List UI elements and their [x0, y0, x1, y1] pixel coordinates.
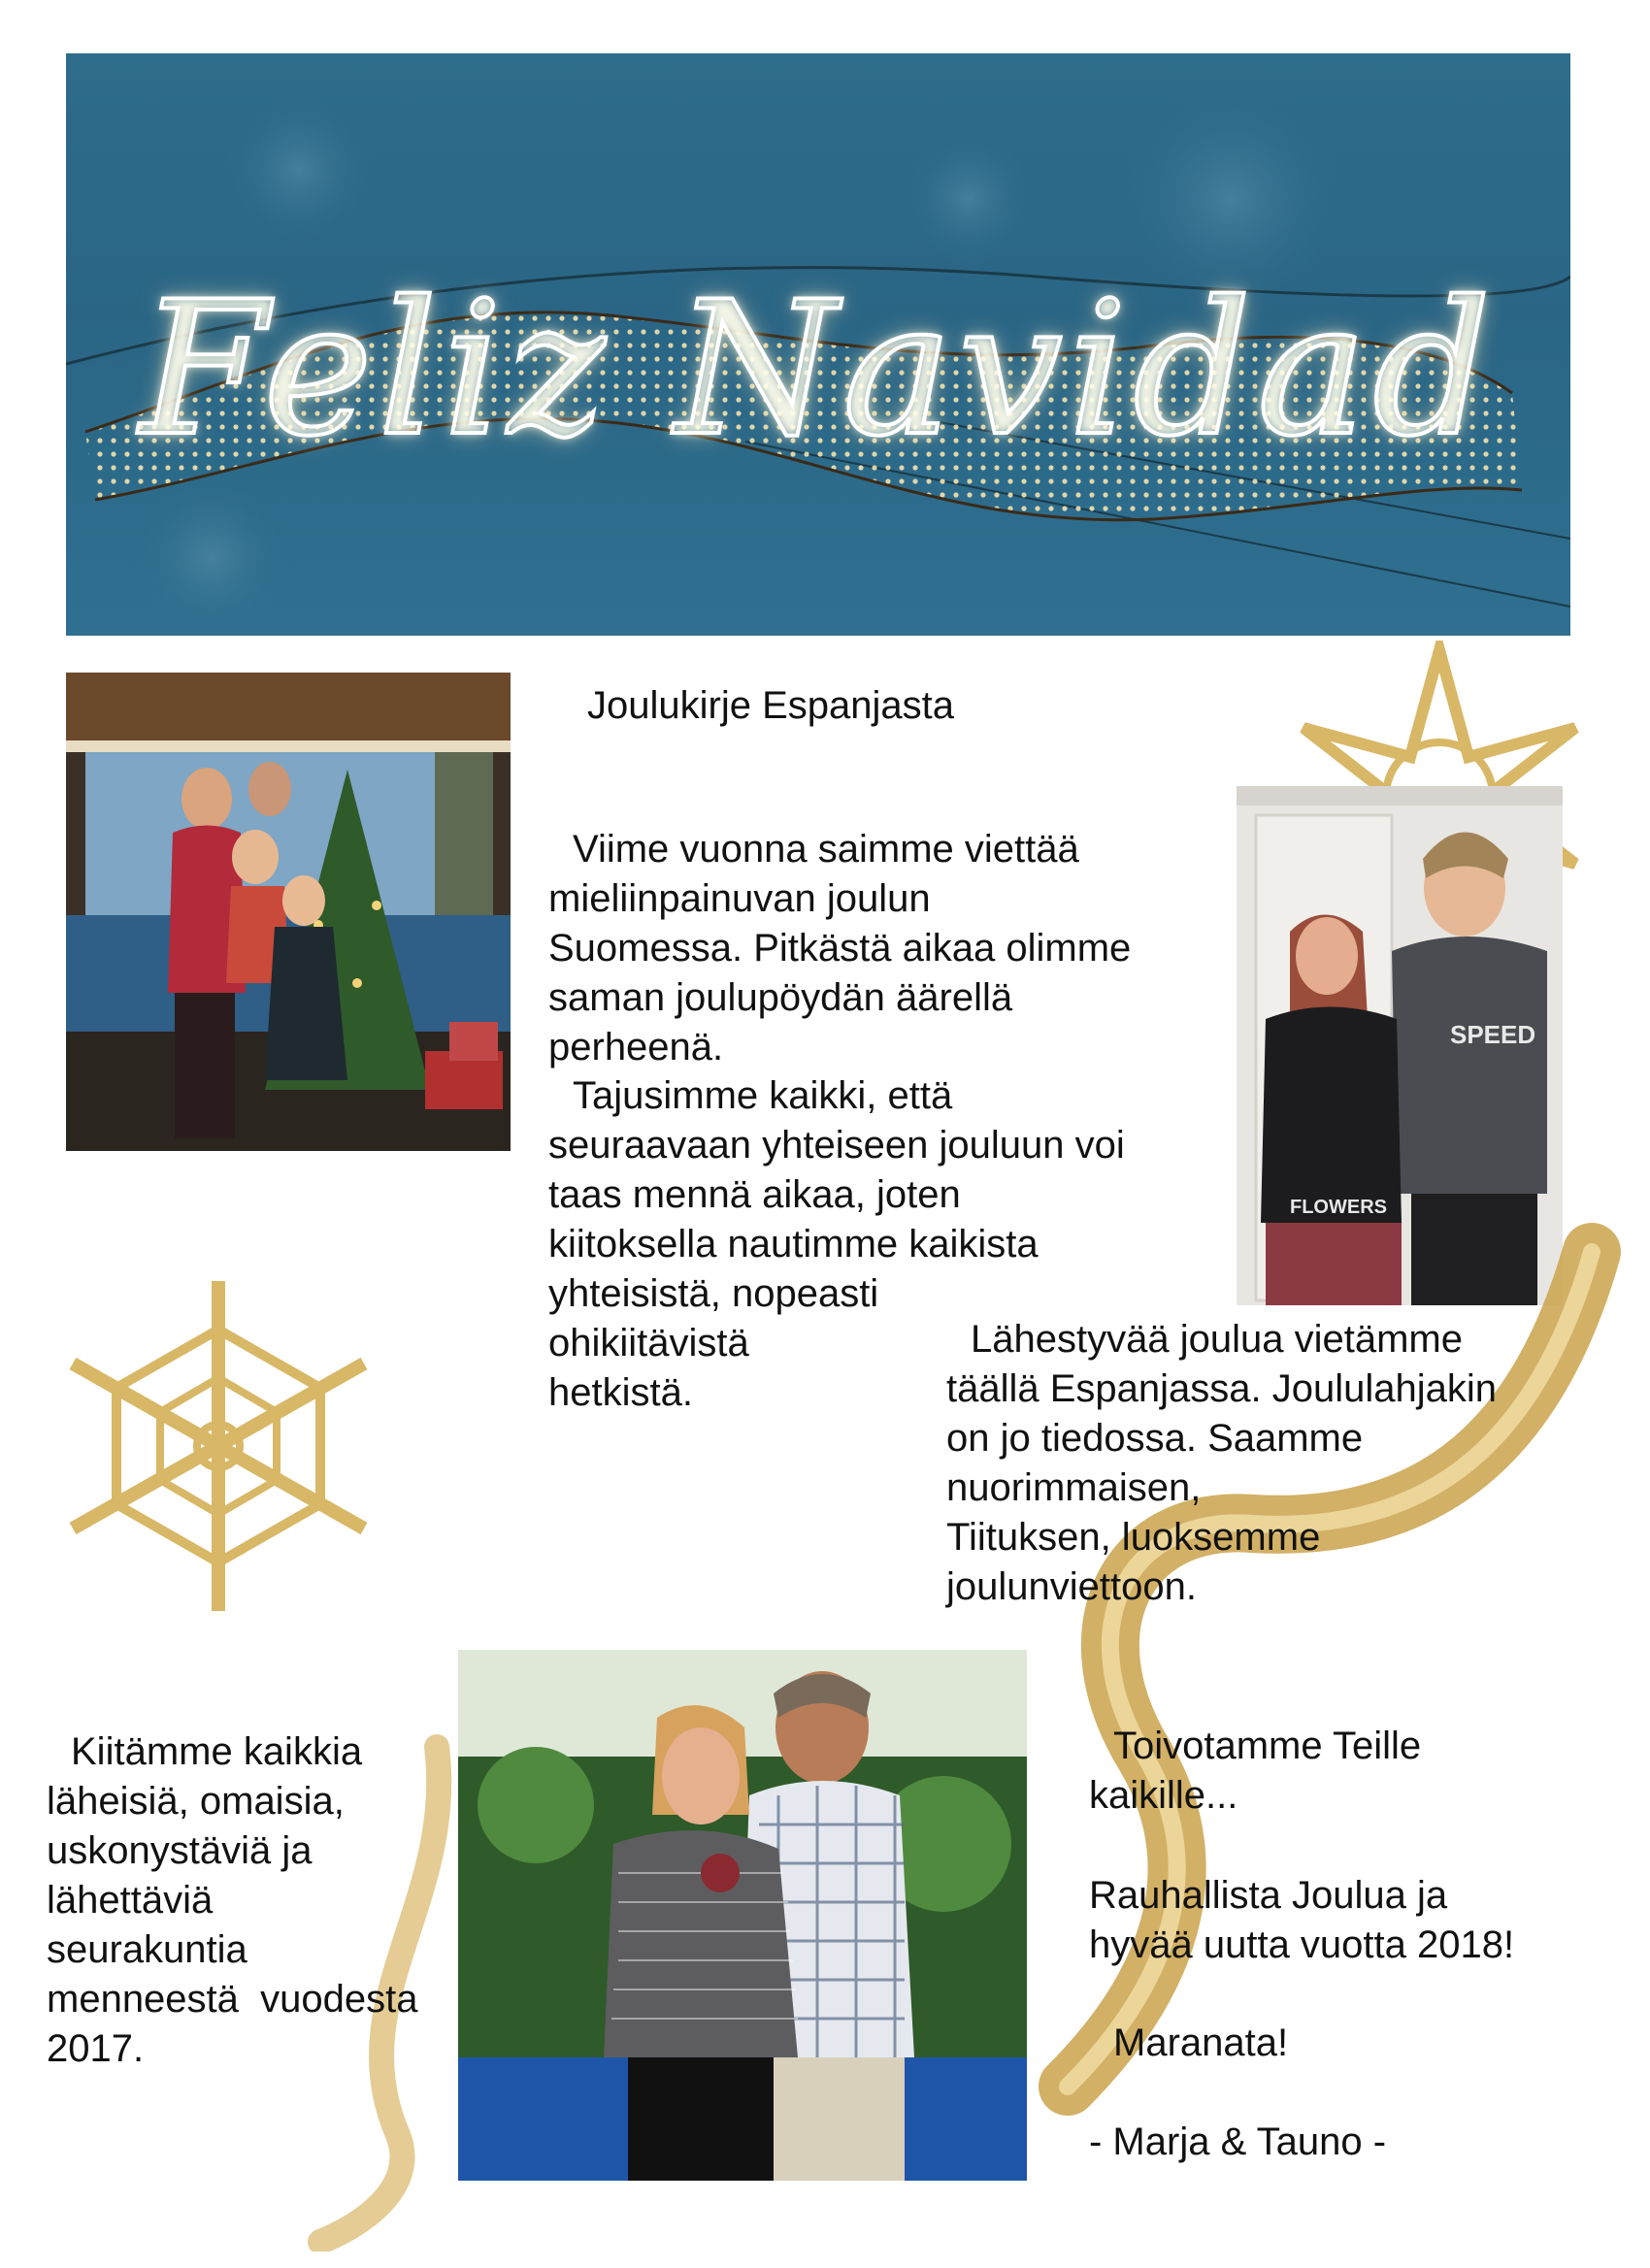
paragraph-thanks: Kiitämme kaikkia läheisiä, omaisia, uskonystäviä ja lähettäviä seurakuntia menneestä vuodesta 2017. [47, 1730, 418, 2070]
mother-and-son-photo [1237, 786, 1563, 1305]
paragraph-together: Tajusimme kaikki, että seuraavaan yhteiseen jouluun voi taas mennä aikaa, joten kiitoksella nautimme kaikista yhteisistä, nopeasti ohikiitävistä hetkistä. [548, 1074, 1125, 1414]
family-christmas-photo [66, 673, 511, 1151]
banner-photo [66, 53, 1570, 636]
feliz-navidad-sign: Feliz Navidad [139, 262, 1498, 477]
mother-shirt-text: FLOWERS [1290, 1197, 1387, 1218]
couple-photo [458, 1650, 1027, 2181]
wishes-intro: Toivotamme Teille kaikille... [1089, 1725, 1422, 1817]
signature: - Marja & Tauno - [1089, 2120, 1387, 2163]
wishes-main: Rauhallista Joulua ja hyvää uutta vuotta 2018! [1089, 1874, 1515, 1966]
paragraph-last-christmas: Viime vuonna saimme viettää mieliinpainuvan joulun Suomessa. Pitkästä aikaa olimme saman joulupöydän äärellä perheenä. [548, 828, 1132, 1068]
blessing: Maranata! [1113, 2021, 1289, 2064]
teen-shirt-text: SPEED [1450, 1020, 1536, 1049]
letter-title: Joulukirje Espanjasta [587, 684, 954, 727]
gold-snowflake-ornament [44, 1262, 393, 1630]
paragraph-this-christmas: Lähestyvää joulua vietämme täällä Espanjassa. Joululahjakin on jo tiedossa. Saamme nuorimmaisen, Tiituksen, luoksemme joulunviettoon. [946, 1318, 1498, 1608]
